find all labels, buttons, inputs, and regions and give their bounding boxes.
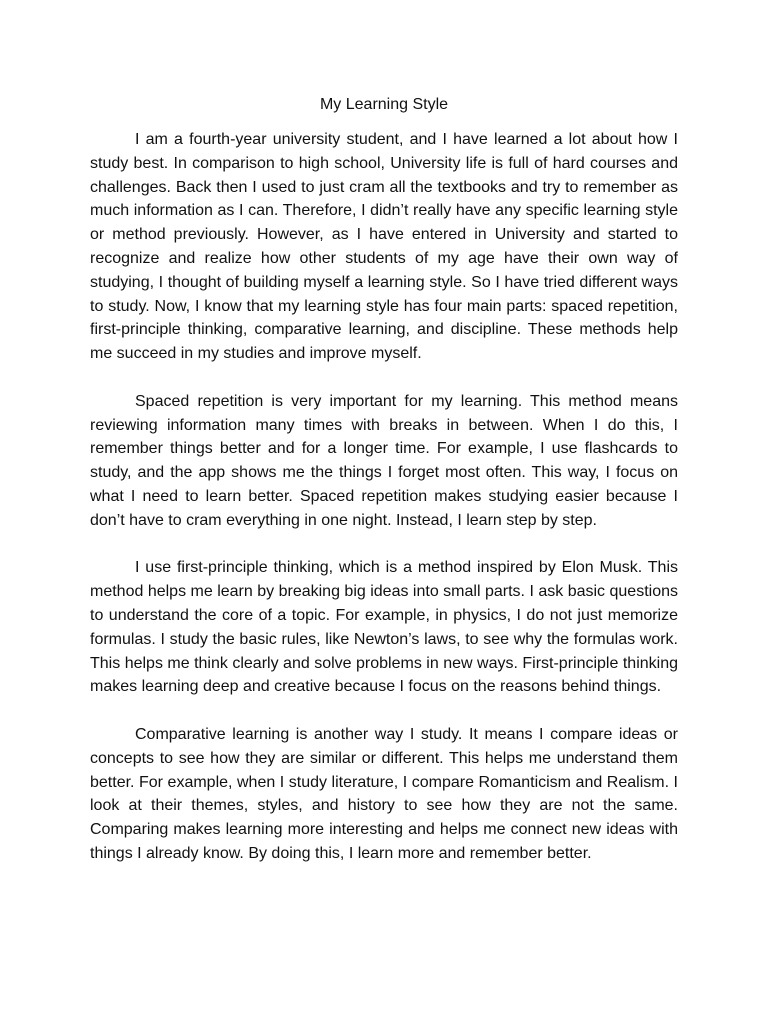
- paragraph-spaced-repetition: Spaced repetition is very important for my learning. This method means reviewing information many times with breaks in between. When I do this, I remember things better and for a longer time. For example, I use flashcards to study, and the app shows me the things I forget most often. This way, I focus on what I need to learn better. Spaced repetition makes studying easier because I don’t have to cram everything in one night. Instead, I learn step by step.: [90, 392, 678, 529]
- paragraph-comparative-learning: Comparative learning is another way I study. It means I compare ideas or concepts to see how they are similar or different. This helps me understand them better. For example, when I study literature, I compare Romanticism and Realism. I look at their themes, styles, and history to see how they are not the same. Comparing makes learning more interesting and helps me connect new ideas with things I already know. By doing this, I learn more and remember better.: [90, 725, 678, 862]
- paragraph-first-principle: I use first-principle thinking, which is a method inspired by Elon Musk. This method helps me learn by breaking big ideas into small parts. I ask basic questions to understand the core of a topic. For example, in physics, I do not just memorize formulas. I study the basic rules, like Newton’s laws, to see why the formulas work. This helps me think clearly and solve problems in new ways. First-principle thinking makes learning deep and creative because I focus on the reasons behind things.: [90, 559, 678, 696]
- document-body: [90, 128, 678, 866]
- document-title: My Learning Style: [319, 96, 449, 113]
- paragraph-intro: I am a fourth-year university student, and I have learned a lot about how I study best. In comparison to high school, University life is full of hard courses and challenges. Back then I used to just cram all the textbooks and try to remember as much information as I can. Therefore, I didn’t really have any specific learning style or method previously. However, as I have entered in University and started to recognize and realize how other students of my age have their own way of studying, I thought of building myself a learning style. So I have tried different ways to study. Now, I know that my learning style has four main parts: spaced repetition, first-principle thinking, comparative learning, and discipline. These methods help me succeed in my studies and improve myself.: [90, 131, 678, 363]
